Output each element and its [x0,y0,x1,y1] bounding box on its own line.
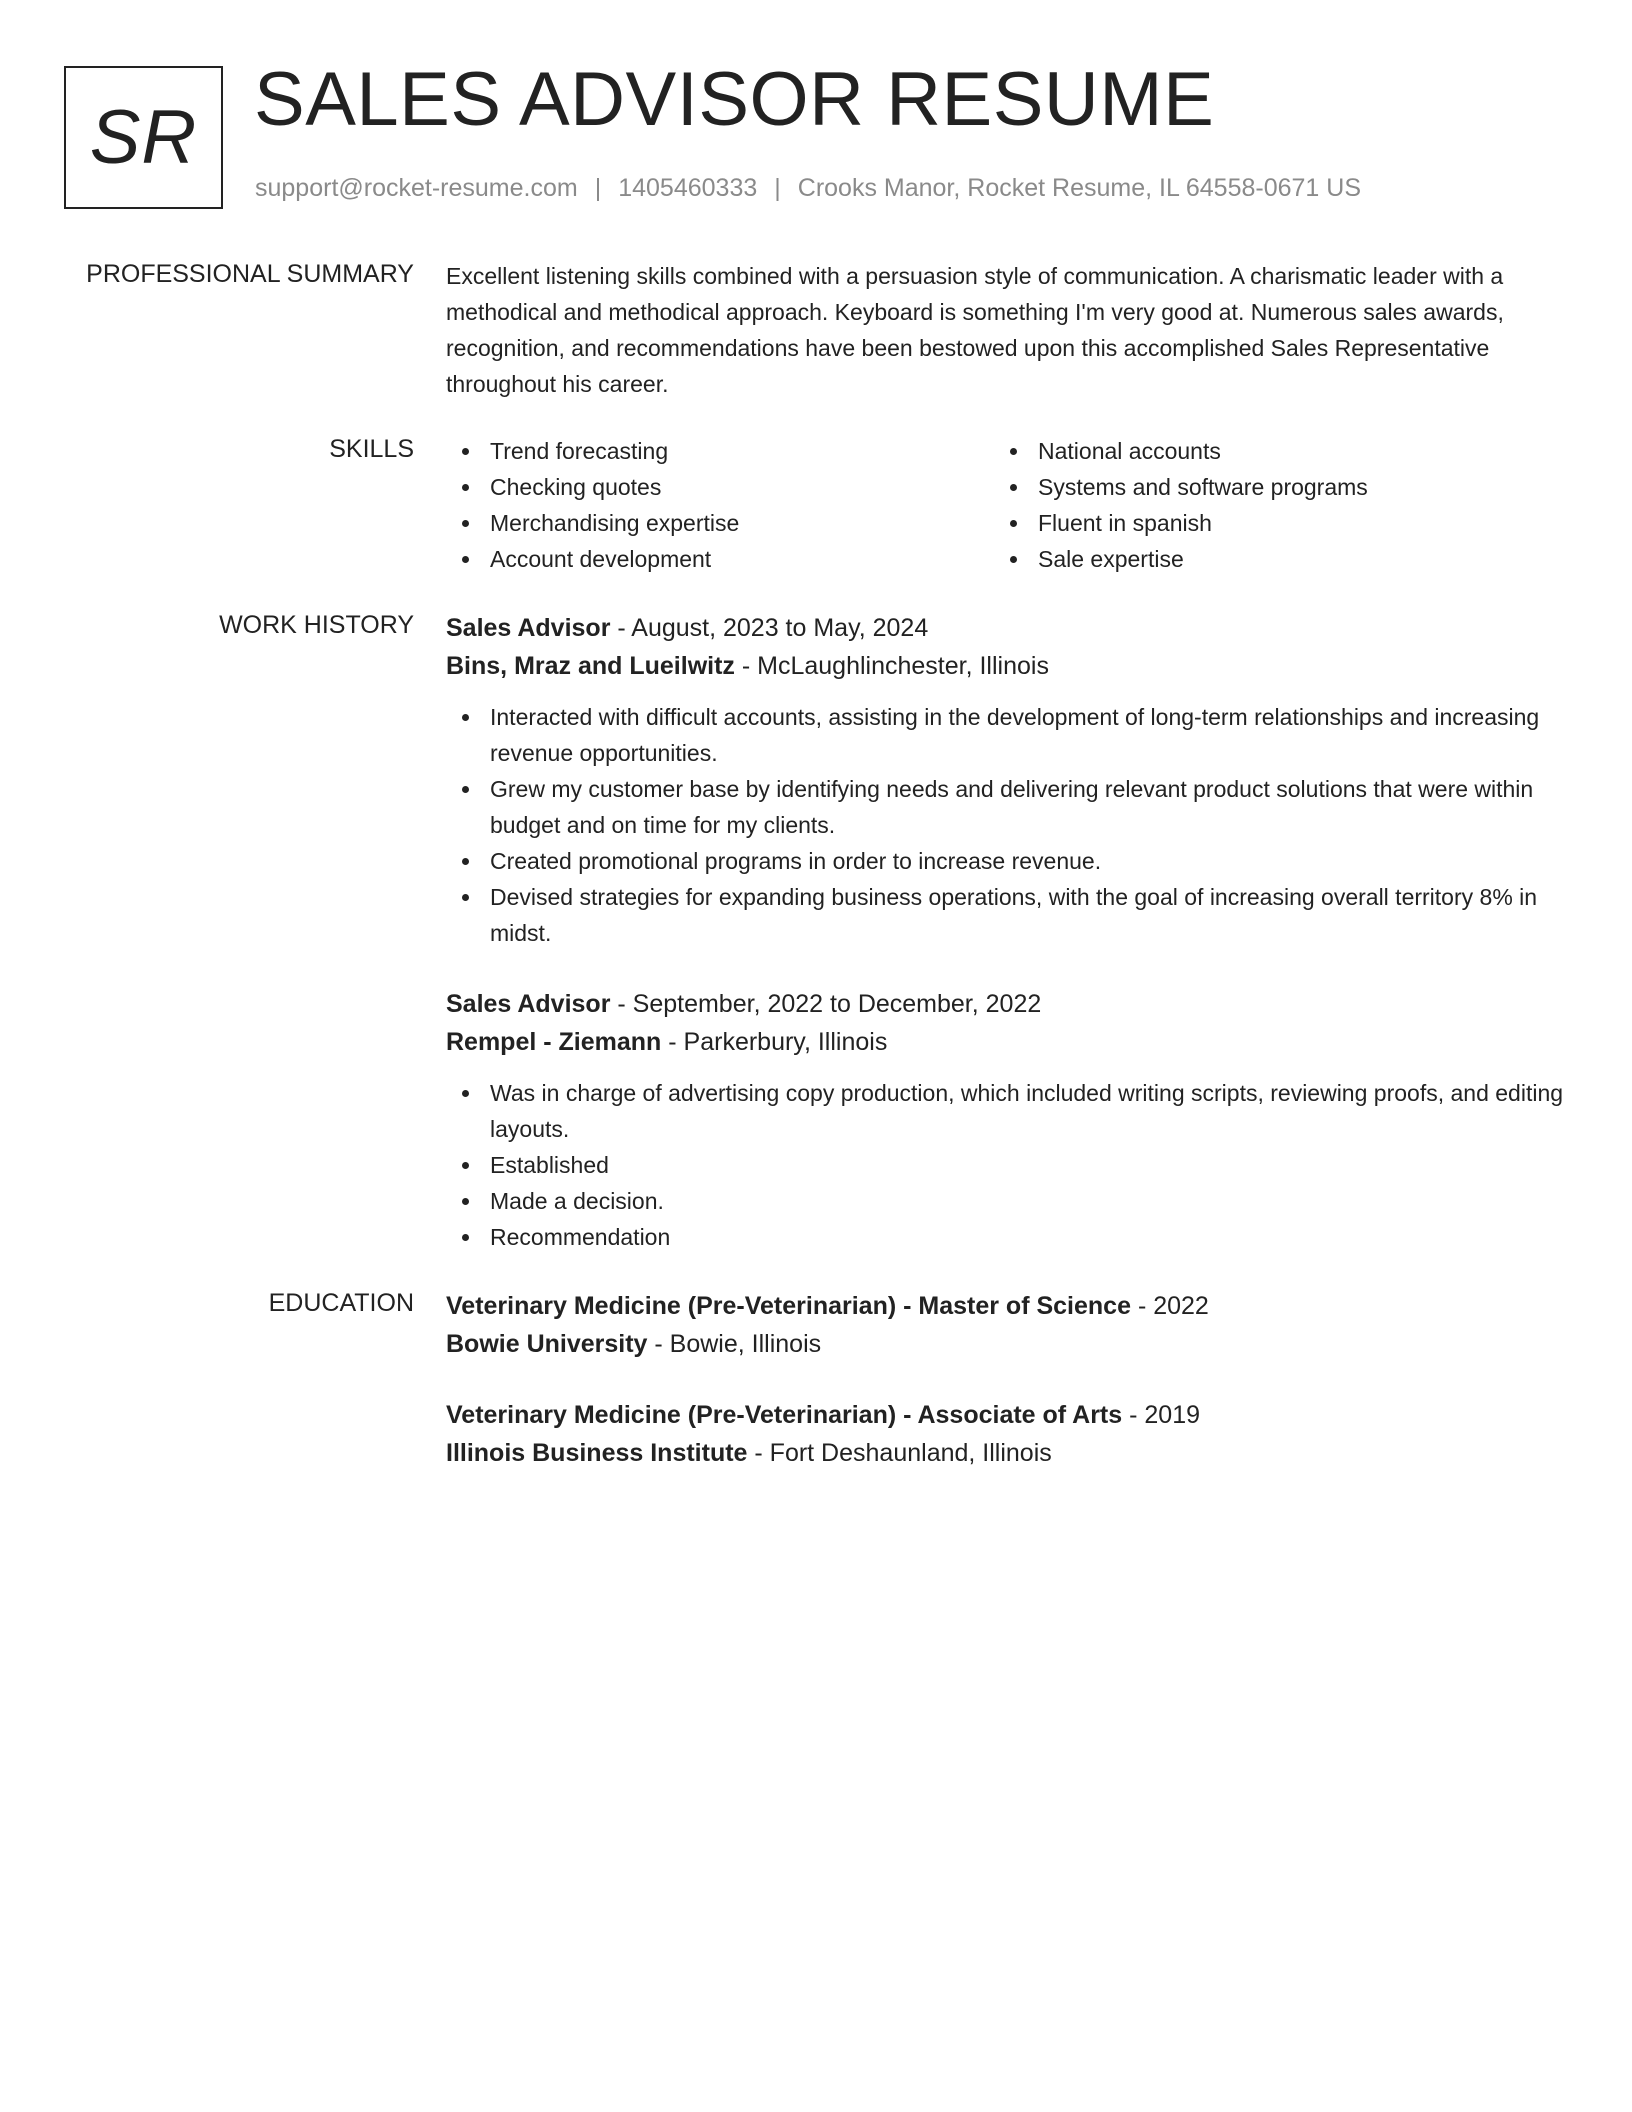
degree-name: Veterinary Medicine (Pre-Veterinarian) - Associate of Arts [446,1401,1123,1429]
job-location: - Parkerbury, Illinois [661,1028,888,1056]
skill-item: Fluent in spanish [994,505,1542,541]
job-company: Bins, Mraz and Lueilwitz [446,652,735,680]
contact-phone: 1405460333 [618,174,758,202]
job-title-line [446,609,1566,647]
job-entry [446,609,1566,951]
contact-line [255,174,1361,203]
work-history-body [446,609,1566,1255]
job-title: Sales Advisor [446,614,611,642]
education-entry [446,1287,1566,1363]
school-name: Bowie University [446,1330,648,1358]
contact-email: support@rocket-resume.com [255,174,578,202]
monogram-box [64,66,223,209]
skill-item: Systems and software programs [994,469,1542,505]
summary-body [446,258,1566,402]
education-heading: EDUCATION [268,1289,414,1317]
summary-text: Excellent listening skills combined with a persuasion style of communication. A charismatic leader with a methodical and methodical approach. Keyboard is something I'm very good at. Numerous sales awards, recognition, and recommendations have been bestowed upon this accomplished Sales Representative throughout his career. [446,263,1504,397]
job-location: - McLaughlinchester, Illinois [734,652,1049,680]
degree-line [446,1396,1566,1434]
contact-separator: | [594,174,602,202]
monogram-initials: SR [89,94,198,180]
job-company: Rempel - Ziemann [446,1028,662,1056]
work-history-heading: WORK HISTORY [219,611,414,639]
education-body [446,1287,1566,1472]
job-entry [446,985,1566,1255]
duty-item: Grew my customer base by identifying needs and delivering relevant product solutions that were within budget and on time for my clients. [446,771,1566,843]
resume-title: SALES ADVISOR RESUME [254,57,1215,142]
school-location: - Bowie, Illinois [647,1330,822,1358]
job-duties [446,1075,1566,1255]
duty-item: Created promotional programs in order to increase revenue. [446,843,1566,879]
school-line [446,1434,1566,1472]
school-name: Illinois Business Institute [446,1439,748,1467]
skills-columns [446,433,1566,577]
contact-separator: | [774,174,781,202]
job-dates: - August, 2023 to May, 2024 [610,614,929,642]
duty-item: Devised strategies for expanding business operations, with the goal of increasing overall territory 8% in midst. [446,879,1566,951]
job-title-line [446,985,1566,1023]
skill-item: Sale expertise [994,541,1542,577]
skill-item: Merchandising expertise [446,505,994,541]
duty-item: Recommendation [446,1219,1566,1255]
skills-heading: SKILLS [329,435,414,463]
degree-name: Veterinary Medicine (Pre-Veterinarian) - Master of Science [446,1292,1131,1320]
skill-item: Checking quotes [446,469,994,505]
skills-list-right [994,433,1542,577]
summary-heading: PROFESSIONAL SUMMARY [86,260,414,288]
school-line [446,1325,1566,1363]
job-title: Sales Advisor [446,990,611,1018]
degree-year: - 2019 [1122,1401,1201,1429]
job-dates: - September, 2022 to December, 2022 [610,990,1042,1018]
degree-year: - 2022 [1131,1292,1209,1320]
job-duties [446,699,1566,951]
skill-item: Trend forecasting [446,433,994,469]
job-company-line [446,647,1566,685]
degree-line [446,1287,1566,1325]
skill-item: Account development [446,541,994,577]
education-entry [446,1396,1566,1472]
job-company-line [446,1023,1566,1061]
skills-list-left [446,433,994,577]
school-location: - Fort Deshaunland, Illinois [747,1439,1052,1467]
contact-address: Crooks Manor, Rocket Resume, IL 64558-0671 US [797,174,1362,202]
duty-item: Established [446,1147,1566,1183]
duty-item: Was in charge of advertising copy production, which included writing scripts, reviewing proofs, and editing layouts. [446,1075,1566,1147]
skill-item: National accounts [994,433,1542,469]
duty-item: Made a decision. [446,1183,1566,1219]
duty-item: Interacted with difficult accounts, assisting in the development of long-term relationships and increasing revenue opportunities. [446,699,1566,771]
